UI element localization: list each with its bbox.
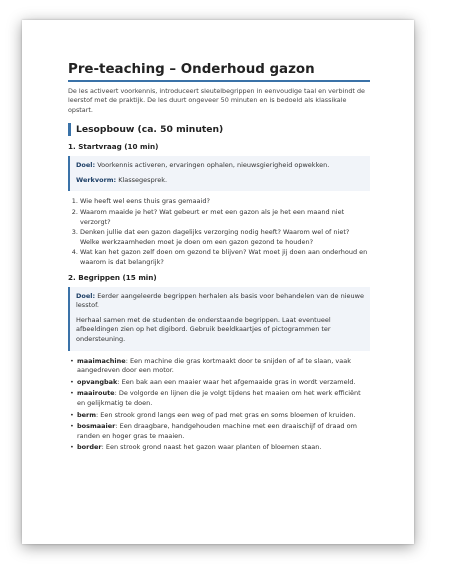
intro-paragraph: De les activeert voorkennis, introduceert sleutelbegrippen in eenvoudige taal en verbindt de leerstof met de praktijk. De les duurt ongeveer 50 minuten en is bedoeld als klassikale opstart.	[68, 87, 365, 114]
part2-text: Herhaal samen met de studenten de onderstaande begrippen. Laat eventueel afbeeldingen zien op het digibord. Gebruik beeldkaartjes of pictogrammen ter ondersteuning.	[76, 315, 331, 343]
part1-form: Werkvorm: Klassegesprek.	[76, 175, 168, 184]
part1-info-box	[68, 156, 370, 191]
list-item: 1. Wie heeft wel eens thuis gras gemaaid?	[80, 197, 370, 207]
part2-info-box	[68, 287, 370, 351]
part1-heading: 1. Startvraag (10 min)	[68, 142, 159, 152]
list-item: • berm: Een strook grond langs een weg of pad met gras en soms bloemen of kruiden.	[77, 411, 370, 421]
term-list	[68, 357, 370, 453]
page-title: Pre-teaching – Onderhoud gazon	[68, 62, 370, 82]
list-item: • maairoute: De volgorde en lijnen die je volgt tijdens het maaien om het werk efficiënt en gelijkmatig te doen.	[77, 389, 370, 408]
part2-heading: 2. Begrippen (15 min)	[68, 272, 157, 282]
list-item: 4. Wat kan het gazon zelf doen om gezond te blijven? Wat moet jij doen aan onderhoud en waarom is dat belangrijk?	[80, 248, 370, 267]
list-item: • maaimachine: Een machine die gras kortmaakt door te snijden of af te slaan, vaak aangedreven door een motor.	[77, 357, 370, 376]
list-item: • opvangbak: Een bak aan een maaier waar het afgemaaide gras in wordt verzameld.	[77, 378, 370, 388]
section-heading: Lesopbouw (ca. 50 minuten)	[68, 123, 370, 136]
document-page	[22, 20, 414, 544]
part2-goal: Doel: Eerder aangeleerde begrippen herhalen als basis voor behandelen van de nieuwe lesstof.	[76, 291, 364, 310]
list-item: 3. Denken jullie dat een gazon dagelijks verzorging nodig heeft? Waarom wel of niet? Welke werkzaamheden moet je doen om een gazon gezond te houden?	[80, 228, 370, 247]
list-item: 2. Waarom maaide je het? Wat gebeurt er met een gazon als je het een maand niet verzorgt?	[80, 208, 370, 227]
list-item: • bosmaaier: Een draagbare, handgehouden machine met een draaischijf of draad om randen en hoger gras te maaien.	[77, 422, 370, 441]
list-item: • border: Een strook grond naast het gazon waar planten of bloemen staan.	[77, 443, 370, 453]
question-list	[68, 197, 370, 267]
part1-goal: Doel: Voorkennis activeren, ervaringen ophalen, nieuwsgierigheid opwekken.	[76, 161, 330, 170]
